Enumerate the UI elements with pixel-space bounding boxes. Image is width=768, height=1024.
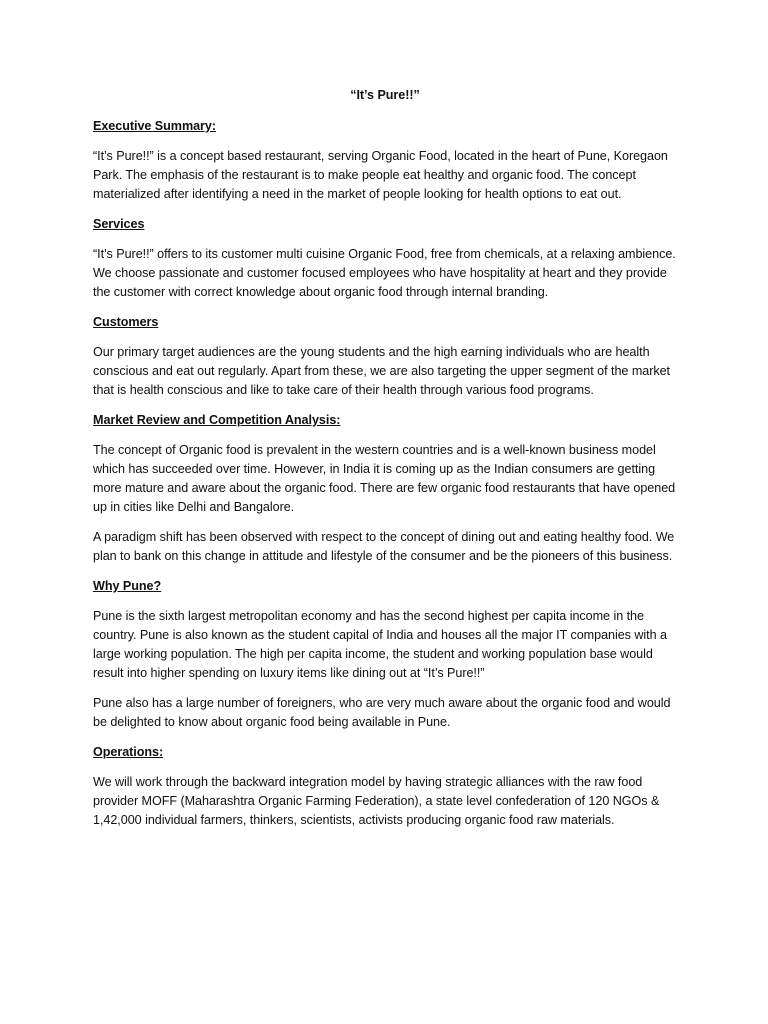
section-heading: Services: [93, 217, 145, 231]
document-title: “It’s Pure!!”: [350, 88, 420, 102]
section-why-pune: [93, 577, 677, 732]
section-heading: Executive Summary:: [93, 119, 216, 133]
section-services: [93, 215, 677, 302]
section-heading: Operations:: [93, 745, 164, 759]
section-executive-summary: [93, 117, 677, 204]
document-page: [93, 86, 677, 841]
paragraph: A paradigm shift has been observed with respect to the concept of dining out and eating healthy food. We plan to bank on this change in attitude and lifestyle of the consumer and be the pioneers of this business.: [93, 530, 675, 563]
section-heading: Why Pune?: [93, 579, 162, 593]
section-customers: [93, 313, 677, 400]
section-heading: Customers: [93, 315, 159, 329]
paragraph: Our primary target audiences are the young students and the high earning individuals who are health conscious and eat out regularly. Apart from these, we are also targeting the upper segment of the market that is health conscious and like to take care of their health through various food programs.: [93, 345, 671, 397]
paragraph: Pune is the sixth largest metropolitan economy and has the second highest per capita income in the country. Pune is also known as the student capital of India and houses all the major IT companies with a large working population. The high per capita income, the student and working population base would result into higher spending on luxury items like dining out at “It’s Pure!!”: [93, 609, 667, 680]
paragraph: “It’s Pure!!” offers to its customer multi cuisine Organic Food, free from chemicals, at a relaxing ambience. We choose passionate and customer focused employees who have hospitality at heart and they provide the customer with correct knowledge about organic food through internal branding.: [93, 247, 676, 299]
paragraph: “It’s Pure!!” is a concept based restaurant, serving Organic Food, located in the heart of Pune, Koregaon Park. The emphasis of the restaurant is to make people eat healthy and organic food. The concept materialized after identifying a need in the market of people looking for health options to eat out.: [93, 149, 668, 201]
paragraph: The concept of Organic food is prevalent in the western countries and is a well-known business model which has succeeded over time. However, in India it is coming up as the Indian consumers are getting more mature and aware about the organic food. There are few organic food restaurants that have opened up in cities like Delhi and Bangalore.: [93, 443, 676, 514]
paragraph: We will work through the backward integration model by having strategic alliances with the raw food provider MOFF (Maharashtra Organic Farming Federation), a state level confederation of 120 NGOs & 1,42,000 individual farmers, thinkers, scientists, activists producing organic food raw materials.: [93, 775, 660, 827]
paragraph: Pune also has a large number of foreigners, who are very much aware about the organic food and would be delighted to know about organic food being available in Pune.: [93, 696, 671, 729]
section-heading: Market Review and Competition Analysis:: [93, 413, 341, 427]
section-operations: [93, 743, 677, 830]
section-market-review: [93, 411, 677, 566]
